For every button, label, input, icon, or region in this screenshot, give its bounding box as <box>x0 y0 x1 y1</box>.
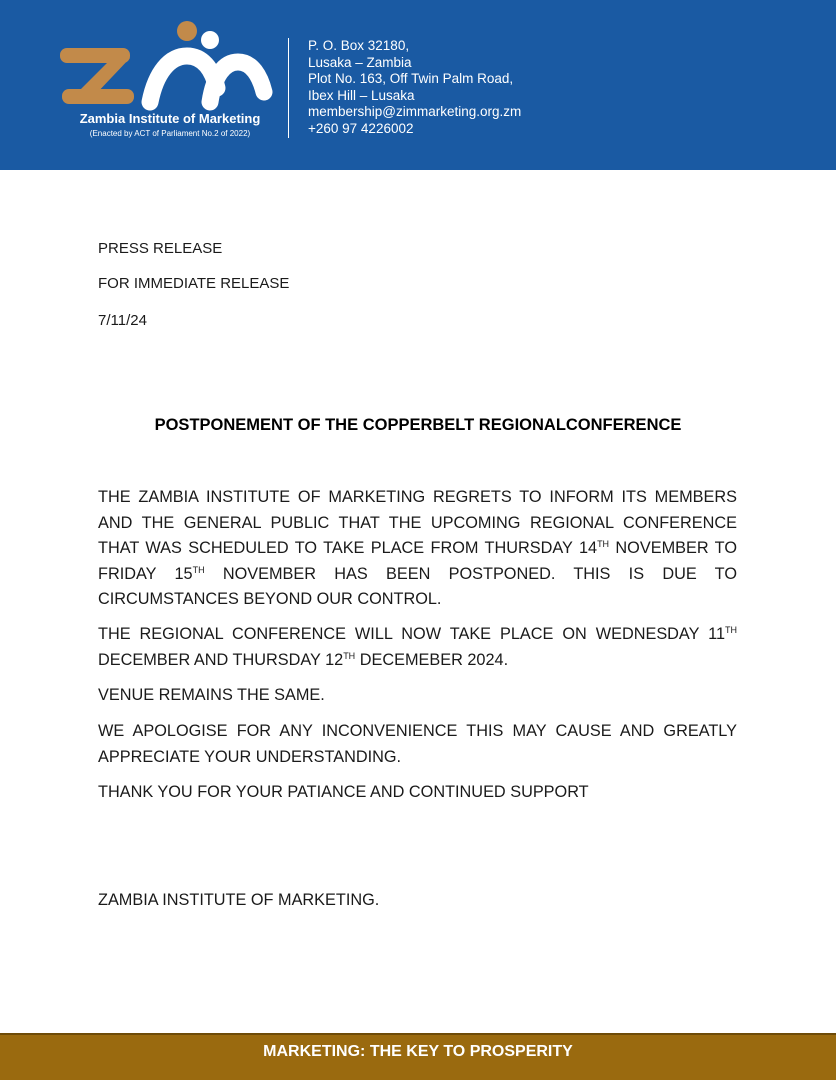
paragraph-1: THE ZAMBIA INSTITUTE OF MARKETING REGRETS TO INFORM ITS MEMBERS AND THE GENERAL PUBLIC THAT THE UPCOMING REGIONAL CONFERENCE THAT WAS SCHEDULED TO TAKE PLACE FROM THURSDAY 14TH NOVEMBER TO FRIDAY 15TH NOVEMBER HAS BEEN POSTPONED. THIS IS DUE TO CIRCUMSTANCES BEYOND OUR CONTROL. <box>98 488 737 608</box>
release-date: 7/11/24 <box>98 312 147 329</box>
zim-logo-icon <box>52 14 282 114</box>
paragraph-5: THANK YOU FOR YOUR PATIANCE AND CONTINUED SUPPORT <box>98 783 589 801</box>
org-name: Zambia Institute of Marketing <box>79 111 261 126</box>
address-line: Ibex Hill – Lusaka <box>308 87 415 103</box>
signature: ZAMBIA INSTITUTE OF MARKETING. <box>98 891 380 909</box>
paragraph-2: THE REGIONAL CONFERENCE WILL NOW TAKE PLACE ON WEDNESDAY 11TH DECEMBER AND THURSDAY 12TH DECEMEBER 2024. <box>98 625 737 669</box>
paragraph-4: WE APOLOGISE FOR ANY INCONVENIENCE THIS MAY CAUSE AND GREATLY APPRECIATE YOUR UNDERSTANDING. <box>98 722 737 766</box>
address-block <box>308 38 521 137</box>
document-title: POSTPONEMENT OF THE COPPERBELT REGIONALCONFERENCE <box>154 416 682 434</box>
address-line: Lusaka – Zambia <box>308 54 412 70</box>
release-type: FOR IMMEDIATE RELEASE <box>98 275 290 292</box>
phone-number: +260 97 4226002 <box>308 120 414 136</box>
address-line: P. O. Box 32180, <box>308 38 410 53</box>
letterhead <box>0 0 836 170</box>
org-act: (Enacted by ACT of Parliament No.2 of 2022) <box>89 129 251 138</box>
footer-divider <box>0 1033 836 1035</box>
footer-slogan: MARKETING: THE KEY TO PROSPERITY <box>263 1043 573 1060</box>
document-label: PRESS RELEASE <box>98 240 223 257</box>
email-link[interactable]: membership@zimmarketing.org.zm <box>308 104 522 119</box>
address-line: Plot No. 163, Off Twin Palm Road, <box>308 71 514 86</box>
header-divider <box>288 38 289 138</box>
paragraph-3: VENUE REMAINS THE SAME. <box>98 686 325 704</box>
